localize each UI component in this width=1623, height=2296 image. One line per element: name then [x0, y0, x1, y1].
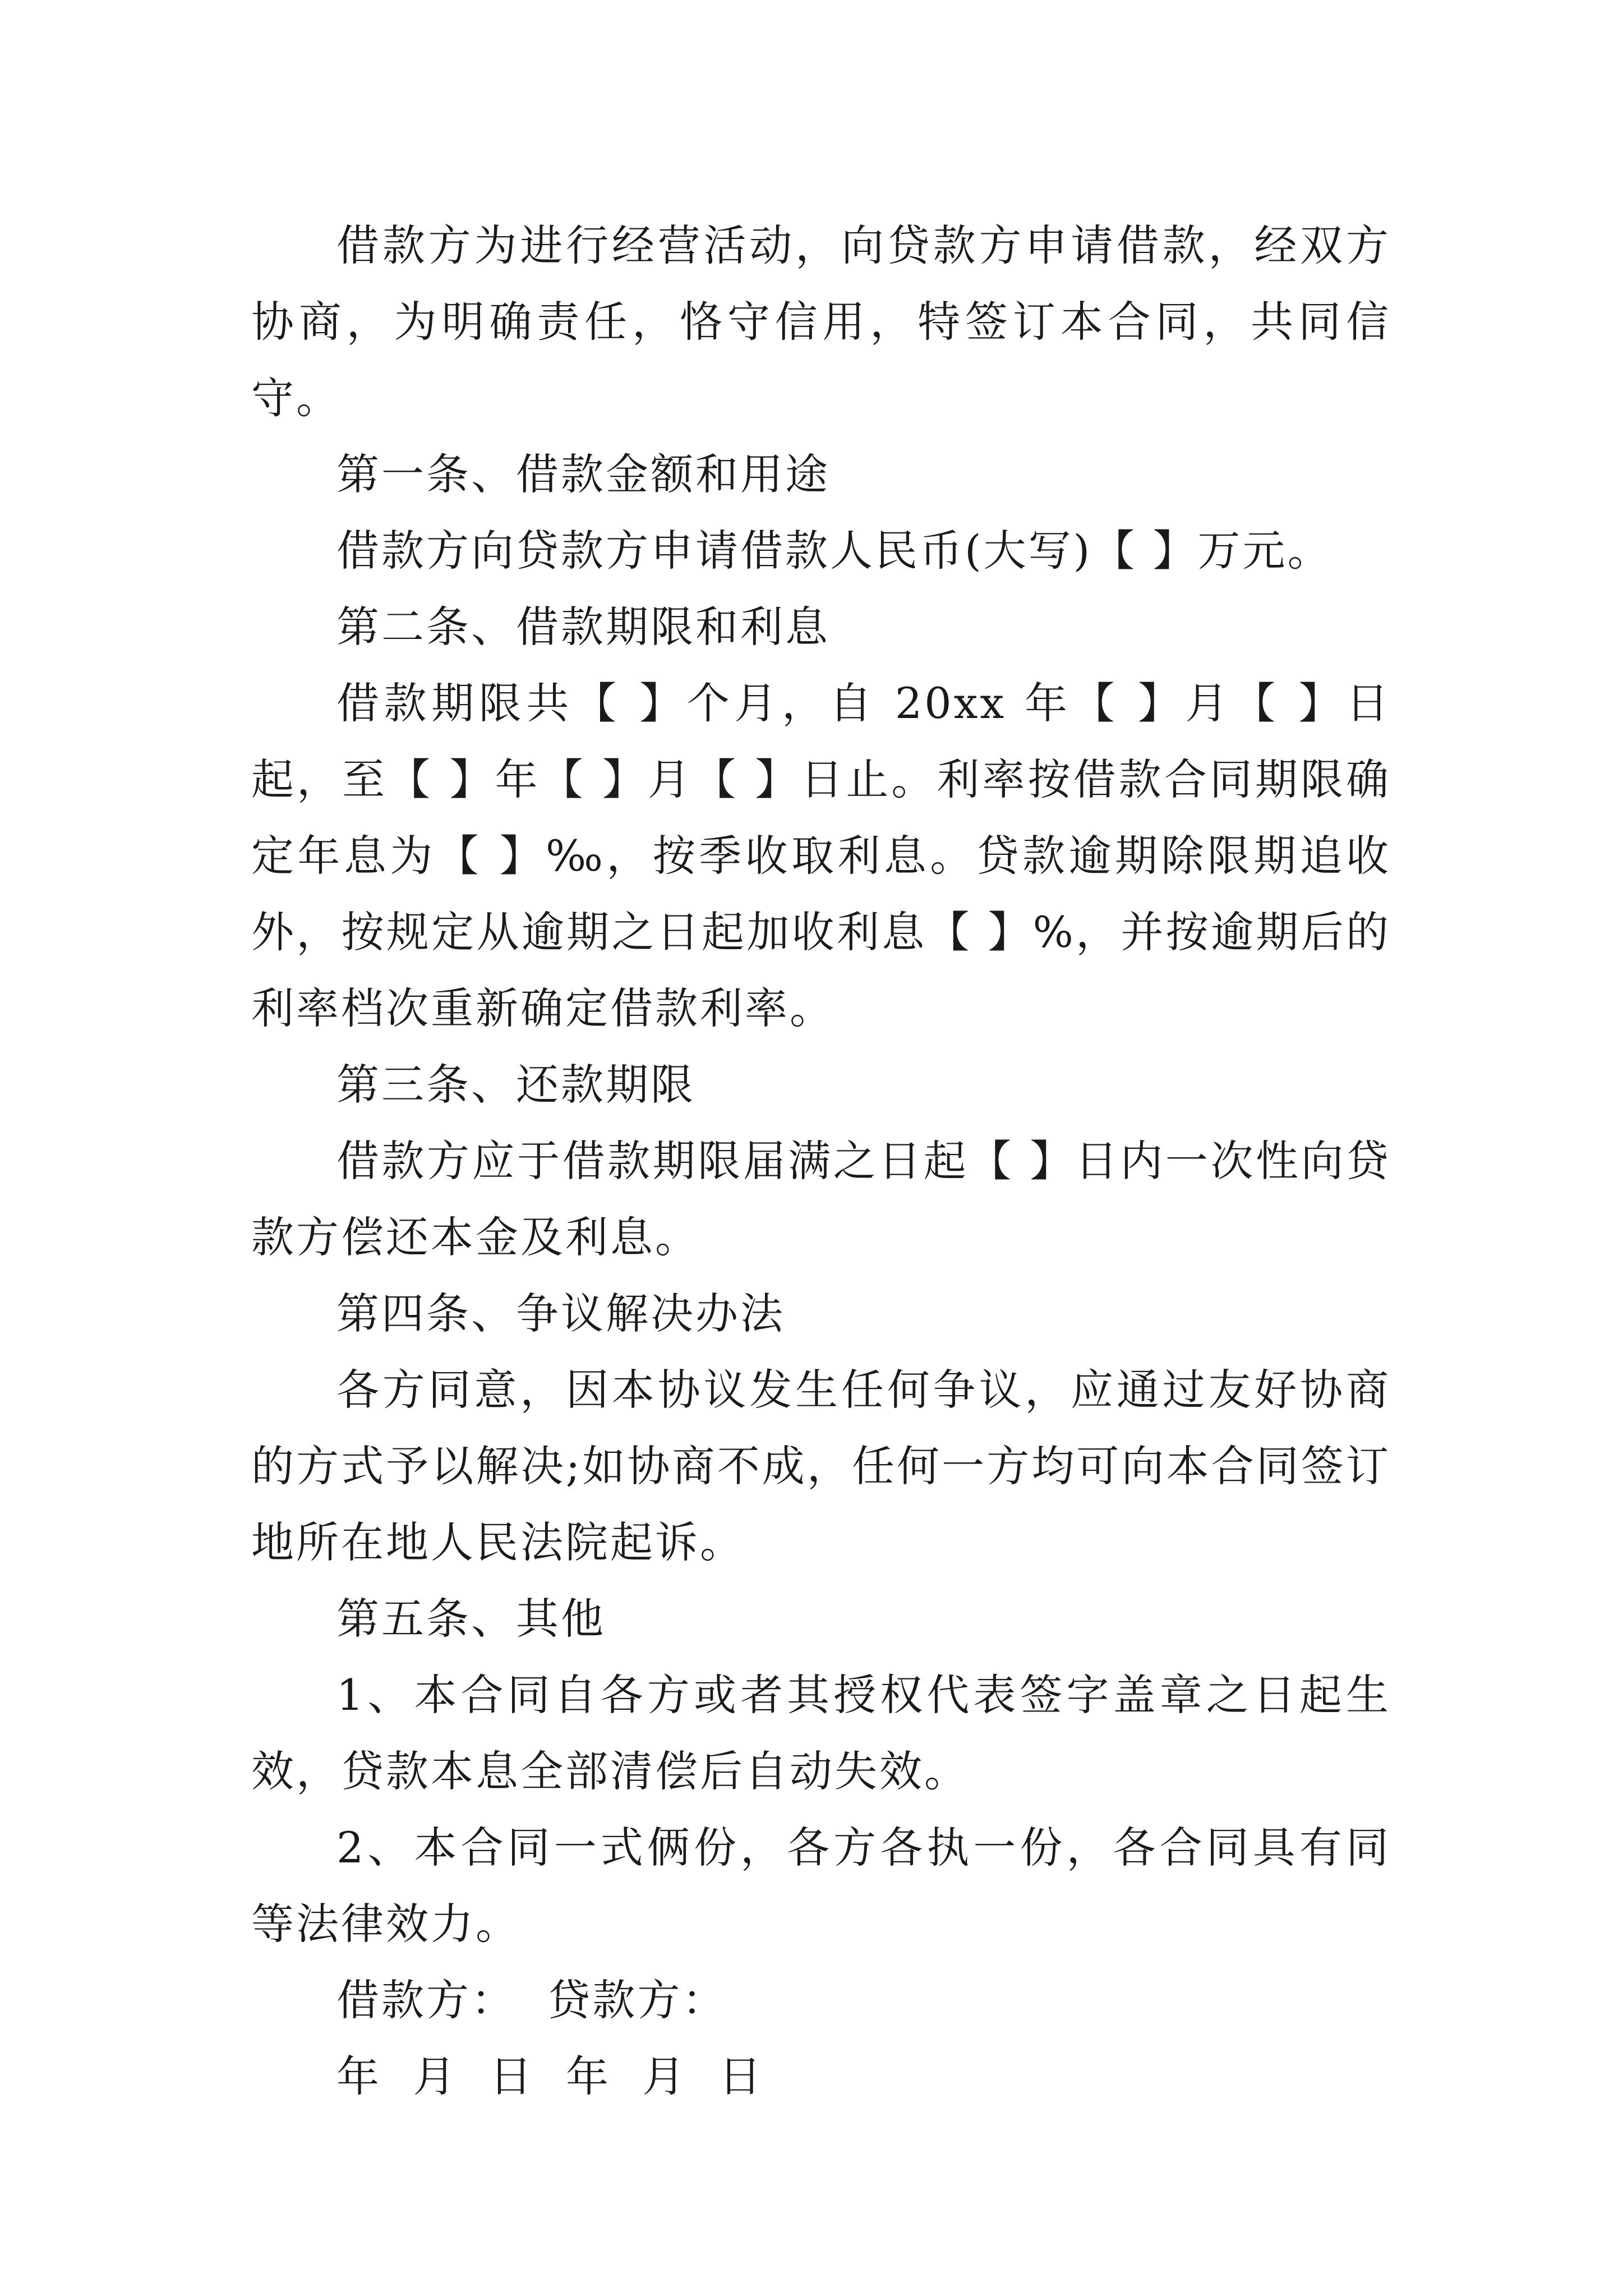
article-4-body: 各方同意，因本协议发生任何争议，应通过友好协商的方式予以解决;如协商不成，任何一方均可向本合同签订地所在地人民法院起诉。 — [251, 1365, 1391, 1567]
article-5-clause-1: 1、本合同自各方或者其授权代表签字盖章之日起生效，贷款本息全部清偿后自动失效。 — [251, 1670, 1391, 1796]
signature-line: 借款方： 贷款方： — [336, 1975, 727, 2025]
article-5-clause-2: 2、本合同一式俩份，各方各执一份，各合同具有同等法律效力。 — [251, 1823, 1391, 1949]
article-5-heading: 第五条、其他 — [336, 1594, 606, 1644]
article-2-heading: 第二条、借款期限和利息 — [336, 602, 830, 652]
intro-paragraph: 借款方为进行经营活动，向贷款方申请借款，经双方协商，为明确责任，恪守信用，特签订本合同，共同信守。 — [251, 220, 1391, 423]
article-3-heading: 第三条、还款期限 — [336, 1060, 695, 1110]
article-4-heading: 第四条、争议解决办法 — [336, 1289, 785, 1338]
article-1-heading: 第一条、借款金额和用途 — [336, 449, 830, 499]
date-line: 年 月 日 年 月 日 — [336, 2051, 764, 2101]
article-1-body: 借款方向贷款方申请借款人民币(大写)【 】万元。 — [336, 526, 1332, 576]
article-3-body: 借款方应于借款期限届满之日起【 】日内一次性向贷款方偿还本金及利息。 — [251, 1136, 1391, 1262]
document-page — [251, 208, 1391, 2115]
article-2-body: 借款期限共【 】个月，自 20xx 年【 】月【 】日起，至【 】年【 】月【 】日止。利率按借款合同期限确定年息为【 】‰，按季收取利息。贷款逾期除限期追收外，按规定从逾期之日起加收利息【 】%，并按逾期后的利率档次重新确定借款利率。 — [251, 678, 1391, 1033]
